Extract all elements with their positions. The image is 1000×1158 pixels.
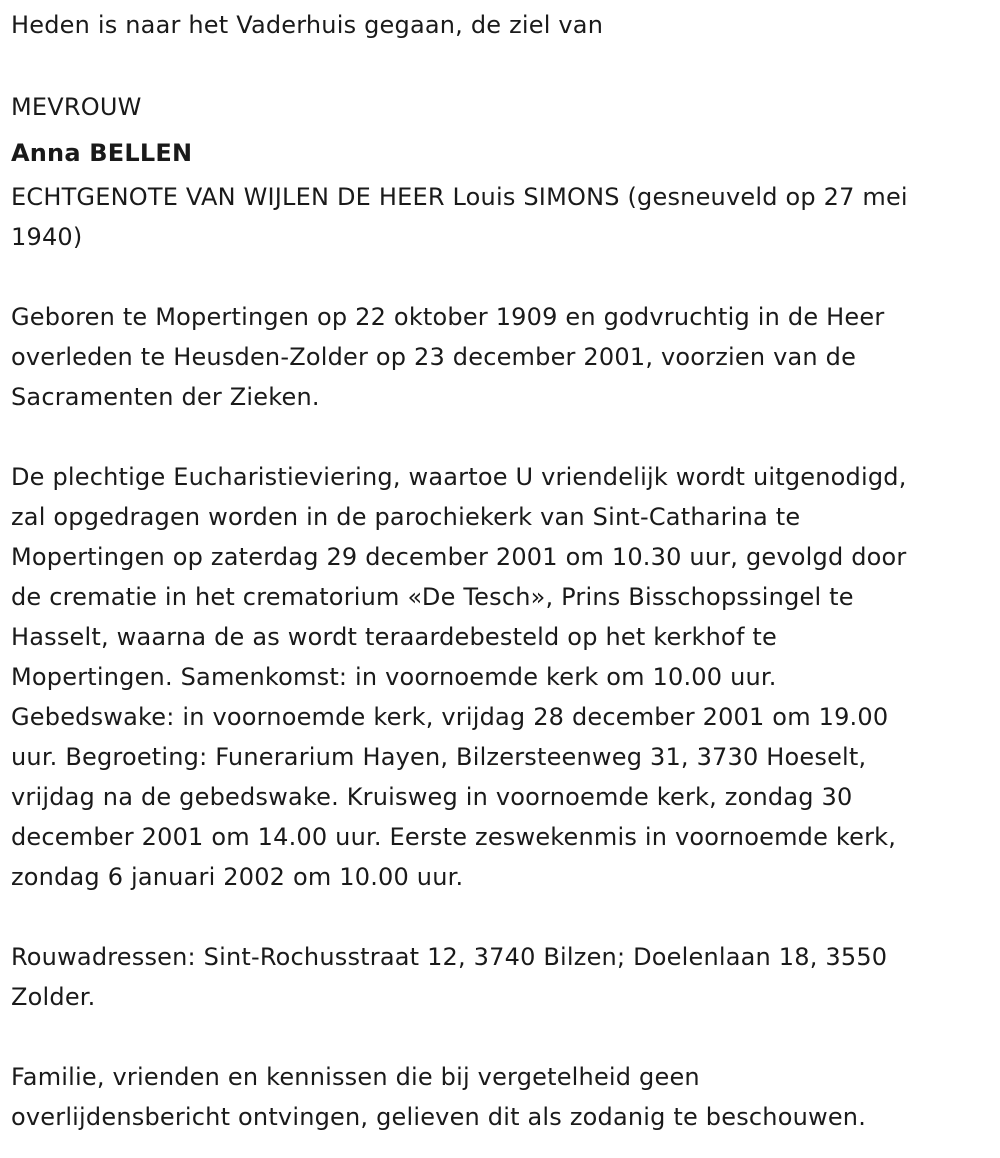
spacer (11, 257, 996, 297)
closing-line-2: overlijdensbericht ontvingen, gelieven dit als zodanig te beschouwen. (11, 1103, 867, 1131)
spouse-paragraph (11, 177, 996, 257)
honorific-title: MEVROUW (11, 93, 142, 121)
spouse-line-2: 1940) (11, 223, 83, 251)
birth-line-2: overleden te Heusden-Zolder op 23 december 2001, voorzien van de (11, 343, 857, 371)
birth-line-1: Geboren te Mopertingen op 22 oktober 1909 en godvruchtig in de Heer (11, 303, 885, 331)
birth-line-3: Sacramenten der Zieken. (11, 383, 320, 411)
birth-death-paragraph (11, 297, 996, 417)
ceremony-line-1: De plechtige Eucharistieviering, waartoe U vriendelijk wordt uitgenodigd, (11, 463, 907, 491)
spouse-line-1: ECHTGENOTE VAN WIJLEN DE HEER Louis SIMONS (gesneuveld op 27 mei (11, 183, 908, 211)
ceremony-line-2: zal opgedragen worden in de parochiekerk van Sint-Catharina te (11, 503, 801, 531)
address-line-2: Zolder. (11, 983, 96, 1011)
ceremony-line-8: uur. Begroeting: Funerarium Hayen, Bilzersteenweg 31, 3730 Hoeselt, (11, 743, 867, 771)
address-paragraph (11, 937, 996, 1017)
closing-paragraph (11, 1057, 996, 1137)
address-line-1: Rouwadressen: Sint-Rochusstraat 12, 3740 Bilzen; Doelenlaan 18, 3550 (11, 943, 888, 971)
closing-line-1: Familie, vrienden en kennissen die bij vergetelheid geen (11, 1063, 700, 1091)
ceremony-line-4: de crematie in het crematorium «De Tesch», Prins Bisschopssingel te (11, 583, 854, 611)
ceremony-paragraph (11, 457, 996, 897)
intro-text: Heden is naar het Vaderhuis gegaan, de ziel van (11, 11, 604, 39)
obituary-document (11, 5, 996, 1137)
spacer (11, 45, 996, 85)
ceremony-line-6: Mopertingen. Samenkomst: in voornoemde kerk om 10.00 uur. (11, 663, 777, 691)
ceremony-line-7: Gebedswake: in voornoemde kerk, vrijdag 28 december 2001 om 19.00 (11, 703, 889, 731)
deceased-name: Anna BELLEN (11, 139, 193, 167)
spacer (11, 1017, 996, 1057)
spacer (11, 417, 996, 457)
ceremony-line-5: Hasselt, waarna de as wordt teraardebesteld op het kerkhof te (11, 623, 777, 651)
ceremony-line-11: zondag 6 januari 2002 om 10.00 uur. (11, 863, 464, 891)
ceremony-line-9: vrijdag na de gebedswake. Kruisweg in voornoemde kerk, zondag 30 (11, 783, 853, 811)
ceremony-line-10: december 2001 om 14.00 uur. Eerste zeswekenmis in voornoemde kerk, (11, 823, 897, 851)
ceremony-line-3: Mopertingen op zaterdag 29 december 2001 om 10.30 uur, gevolgd door (11, 543, 907, 571)
spacer (11, 897, 996, 937)
